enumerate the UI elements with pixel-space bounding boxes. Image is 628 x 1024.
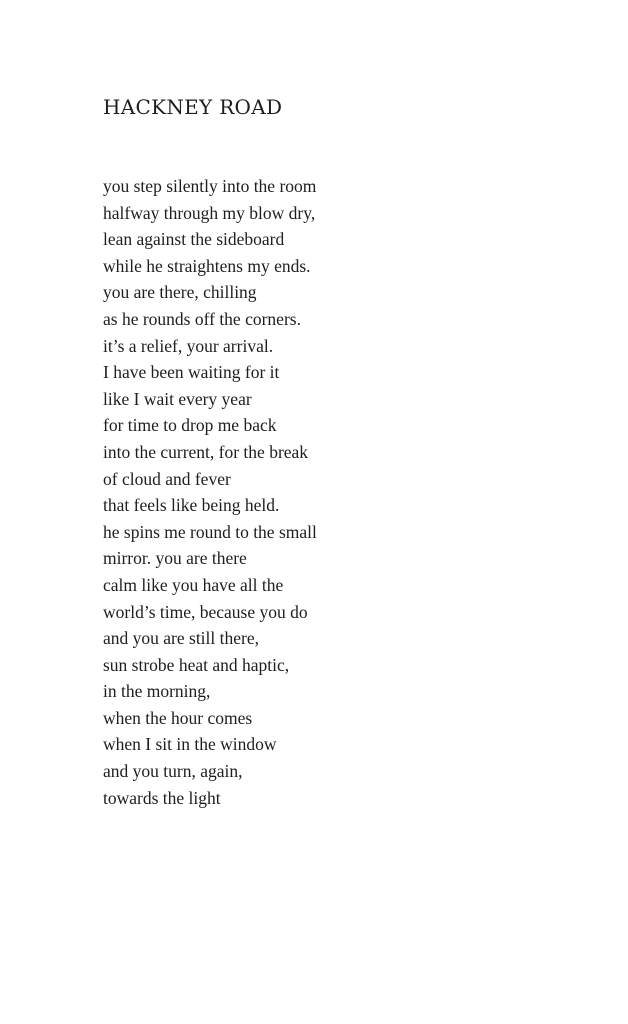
poem-line: and you turn, again, xyxy=(103,761,243,782)
poem-line: as he rounds off the corners. xyxy=(103,308,301,329)
poem-line: I have been waiting for it xyxy=(103,362,280,383)
poem-line: sun strobe heat and haptic, xyxy=(103,654,290,675)
poem-line: world’s time, because you do xyxy=(103,601,308,622)
poem-line: like I wait every year xyxy=(103,388,252,409)
poem-line: mirror. you are there xyxy=(103,548,247,569)
poem-line: it’s a relief, your arrival. xyxy=(103,335,274,356)
poem-line: you are there, chilling xyxy=(103,282,257,303)
poem-line: he spins me round to the small xyxy=(103,521,317,542)
poem-line: that feels like being held. xyxy=(103,495,280,516)
poem-line: for time to drop me back xyxy=(103,415,277,436)
poem-line: towards the light xyxy=(103,787,221,808)
poem-line: halfway through my blow dry, xyxy=(103,202,316,223)
poem-line: while he straightens my ends. xyxy=(103,255,311,276)
poem-body xyxy=(103,173,583,811)
poem-line: lean against the sideboard xyxy=(103,229,285,250)
poem-line: you step silently into the room xyxy=(103,176,317,196)
poem-line: of cloud and fever xyxy=(103,468,231,489)
poem-line: and you are still there, xyxy=(103,628,259,649)
poem-title: HACKNEY ROAD xyxy=(103,95,283,119)
poem-line: in the morning, xyxy=(103,681,211,702)
poem-line: calm like you have all the xyxy=(103,574,284,595)
poem-line: when the hour comes xyxy=(103,707,253,728)
poem-line: into the current, for the break xyxy=(103,441,309,462)
poem-line: when I sit in the window xyxy=(103,734,277,755)
